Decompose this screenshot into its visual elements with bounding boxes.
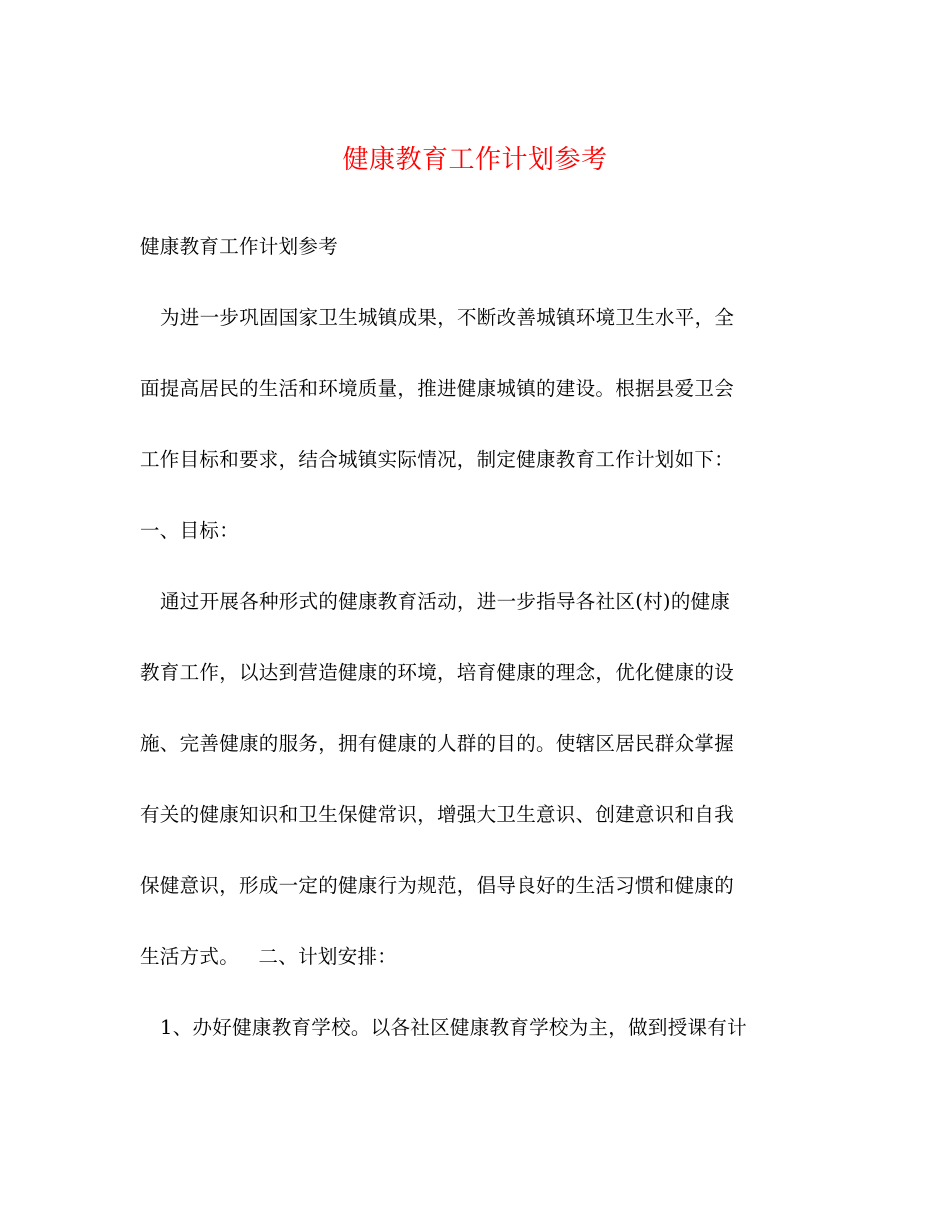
section-heading-goals: 一、目标： [140, 519, 240, 542]
paragraph-line: 施、完善健康的服务，拥有健康的人群的目的。使辖区居民群众掌握 [140, 732, 735, 755]
paragraph-heading: 健康教育工作计划参考 [140, 235, 339, 258]
paragraph-line: 教育工作，以达到营造健康的环境，培育健康的理念，优化健康的设 [140, 661, 735, 684]
section-heading-plan: 生活方式。 二、计划安排： [140, 945, 398, 968]
paragraph-line: 1、办好健康教育学校。以各社区健康教育学校为主，做到授课有计 [160, 1016, 747, 1039]
paragraph-line: 通过开展各种形式的健康教育活动，进一步指导各社区(村)的健康 [160, 590, 731, 613]
document-title: 健康教育工作计划参考 [342, 145, 608, 175]
paragraph-line: 有关的健康知识和卫生保健常识，增强大卫生意识、创建意识和自我 [140, 803, 735, 826]
paragraph-line: 为进一步巩固国家卫生城镇成果，不断改善城镇环境卫生水平，全 [160, 306, 735, 329]
paragraph-line: 面提高居民的生活和环境质量，推进健康城镇的建设。根据县爱卫会 [140, 377, 735, 400]
paragraph-line: 工作目标和要求，结合城镇实际情况，制定健康教育工作计划如下： [140, 448, 735, 471]
document-body [140, 211, 800, 1063]
paragraph-line: 保健意识，形成一定的健康行为规范，倡导良好的生活习惯和健康的 [140, 874, 735, 897]
